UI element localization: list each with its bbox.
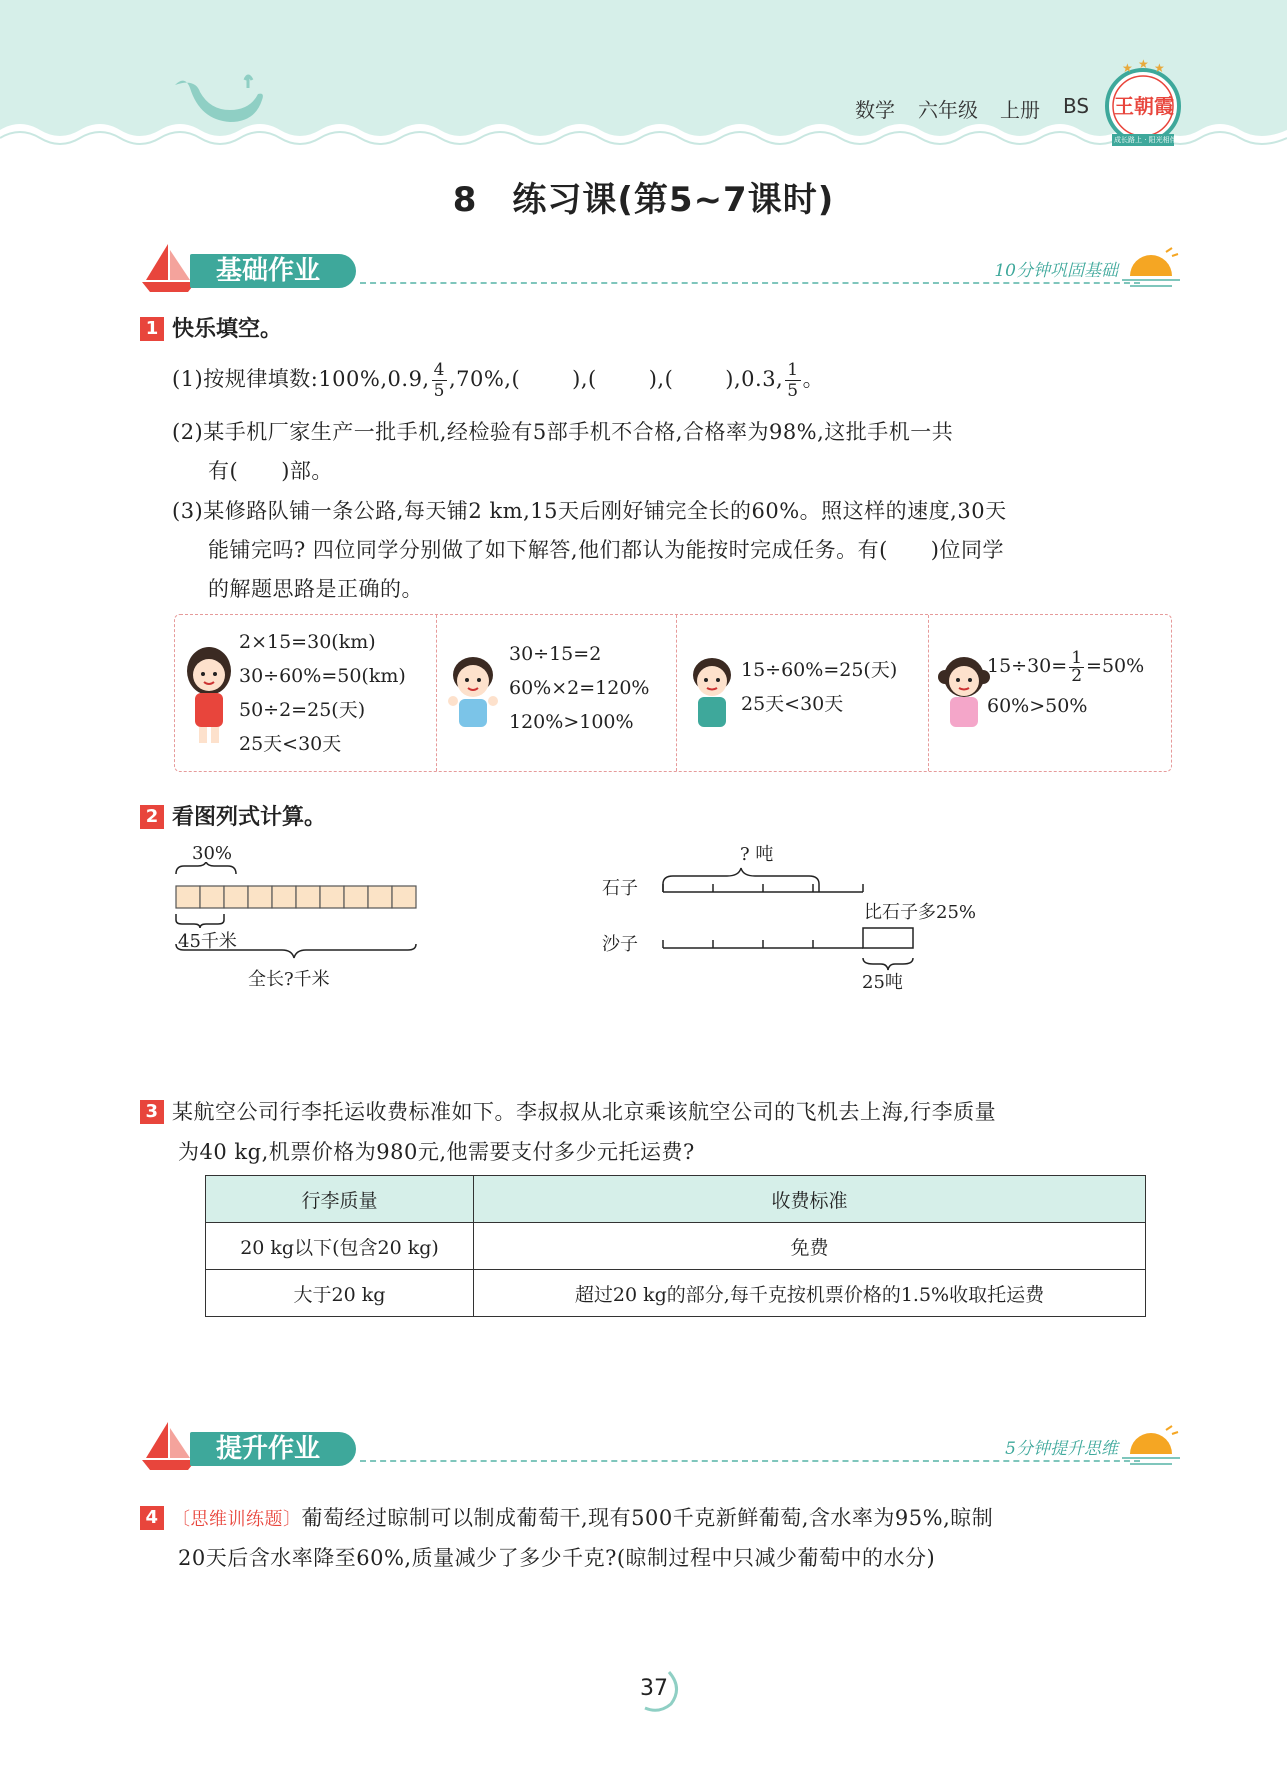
q1-part2-line2: 有( )部。 <box>208 459 333 483</box>
boy-student-icon <box>447 653 499 733</box>
table-cell: 20 kg以下(包含20 kg) <box>206 1223 474 1270</box>
diagram-right-top-label: ? 吨 <box>740 844 774 865</box>
stone-top-brace <box>663 868 819 892</box>
q1-part1-sep: ),( <box>648 367 674 391</box>
q1-part1-mid: ,70%,( <box>448 367 521 391</box>
section-tip-basic: 10分钟巩固基础 <box>994 261 1118 281</box>
extra-segment <box>863 928 913 948</box>
solution-line: 60%>50% <box>987 694 1088 717</box>
svg-text:★: ★ <box>1138 58 1149 71</box>
q4-line2: 20天后含水率降至60%,质量减少了多少千克?(晾制过程中只减少葡萄中的水分) <box>178 1546 936 1570</box>
bar-segment <box>272 886 296 908</box>
solution-4-lines <box>987 649 1144 723</box>
thinking-training-tag: 〔思维训练题〕 <box>172 1509 302 1530</box>
q4-text: 葡萄经过晾制可以制成葡萄干,现有500千克新鲜葡萄,含水率为95%,晾制 <box>301 1506 994 1530</box>
section-divider <box>360 1460 1140 1462</box>
section-tip-advanced: 5分钟提升思维 <box>1005 1439 1118 1459</box>
top-brace <box>176 862 236 874</box>
sun-icon <box>1122 246 1180 292</box>
fraction-numerator: 1 <box>787 360 799 380</box>
solution-text: 15÷30= <box>987 655 1068 677</box>
boy-student-icon <box>687 653 737 733</box>
table-header: 行李质量 <box>206 1176 474 1223</box>
sun-icon <box>1122 1424 1180 1470</box>
edition-label: BS <box>1063 94 1090 118</box>
solution-line: 30÷15=2 <box>509 643 602 665</box>
fraction-numerator: 1 <box>1071 647 1083 668</box>
solution-line: 120%>100% <box>509 711 634 733</box>
q3-line2: 为40 kg,机票价格为980元,他需要支付多少元托运费? <box>178 1140 695 1164</box>
diagram-left-top-label: 30% <box>192 843 233 864</box>
table-cell: 免费 <box>474 1223 1146 1270</box>
bar-segment <box>320 886 344 908</box>
table-cell: 大于20 kg <box>206 1270 474 1317</box>
diagram-row-stone: 石子 <box>602 878 638 899</box>
q1-part1-end: 。 <box>802 367 825 391</box>
table-header-row <box>206 1176 1146 1223</box>
question-2-heading <box>140 800 326 831</box>
bar-segment <box>296 886 320 908</box>
bar-segment <box>176 886 200 908</box>
question-1-title: 快乐填空。 <box>172 317 283 342</box>
subject-label: 数学 <box>855 98 895 122</box>
bar-segment <box>344 886 368 908</box>
question-1-heading <box>140 312 282 343</box>
page-title: 8 练习课(第5~7课时) <box>452 180 835 220</box>
diagram-right-compare-label: 比石子多25% <box>864 902 977 923</box>
fraction-denominator: 5 <box>787 381 799 401</box>
question-number: 1 <box>140 317 164 341</box>
diagram-row-sand: 沙子 <box>602 934 638 955</box>
diagram-left-total-label: 全长?千米 <box>248 969 330 990</box>
solution-line: 60%×2=120% <box>509 677 650 699</box>
q1-part2-line1: (2)某手机厂家生产一批手机,经检验有5部手机不合格,合格率为98%,这批手机一共 <box>172 420 954 444</box>
page-number: 37 <box>640 1676 668 1701</box>
question-number: 4 <box>140 1506 164 1530</box>
solution-card-2 <box>437 615 677 771</box>
section-banner-advanced <box>140 1418 1180 1478</box>
bar-segment <box>392 886 416 908</box>
svg-text:★: ★ <box>1154 61 1165 75</box>
fraction-denominator: 2 <box>1071 665 1083 686</box>
q1-part3-line1: (3)某修路队铺一条公路,每天铺2 km,15天后刚好铺完全长的60%。照这样的速度,30天 <box>172 499 1007 523</box>
solution-card-3 <box>677 615 929 771</box>
fraction <box>1069 647 1084 686</box>
solution-line: 30÷60%=50(km) <box>239 665 406 687</box>
bar-segment <box>200 886 224 908</box>
grade-label: 六年级 <box>918 98 978 122</box>
solution-line: 25天<30天 <box>239 733 342 755</box>
solution-2-lines <box>509 637 649 739</box>
section-label-advanced: 提升作业 <box>190 1432 356 1466</box>
student-solutions <box>174 614 1172 772</box>
section-banner-basic <box>140 240 1180 300</box>
solution-line <box>987 649 1144 685</box>
girl-student-icon <box>937 653 991 737</box>
section-label-basic: 基础作业 <box>190 254 356 288</box>
bar-segment <box>248 886 272 908</box>
brand-name: 王朝霞 <box>1114 94 1174 118</box>
q1-part1-text: (1)按规律填数:100%,0.9, <box>172 367 430 391</box>
q1-part3-line2: 能铺完吗? 四位同学分别做了如下解答,他们都认为能按时完成任务。有( )位同学 <box>208 538 1004 562</box>
diagram-left-bottom-label: 45千米 <box>178 931 237 952</box>
girl-student-icon <box>183 645 235 745</box>
solution-3-lines <box>741 653 897 721</box>
svg-text:★: ★ <box>1122 61 1133 75</box>
line-segment-diagram <box>655 862 925 972</box>
q4-line1 <box>140 1502 993 1532</box>
q1-part1-sep: ),( <box>572 367 597 391</box>
bar-segments <box>176 886 416 908</box>
question-number: 2 <box>140 805 164 829</box>
solution-line: 2×15=30(km) <box>239 631 376 653</box>
q1-part1 <box>172 360 824 401</box>
solution-line: 50÷2=25(天) <box>239 699 366 721</box>
solution-card-4 <box>929 615 1171 771</box>
fee-table <box>205 1175 1146 1317</box>
fraction-denominator: 5 <box>433 381 445 401</box>
table-cell: 超过20 kg的部分,每千克按机票价格的1.5%收取托运费 <box>474 1270 1146 1317</box>
table-row <box>206 1223 1146 1270</box>
page-header <box>0 0 1287 150</box>
table-header: 收费标准 <box>474 1176 1146 1223</box>
q1-part1-sep: ),0.3, <box>725 367 784 391</box>
volume-label: 上册 <box>1000 98 1040 122</box>
q1-part3-line3: 的解题思路是正确的。 <box>208 577 423 601</box>
fraction <box>785 360 800 401</box>
fraction-numerator: 4 <box>433 360 445 380</box>
brand-sub: 成长路上 · 阳光相伴 <box>1114 136 1177 144</box>
solution-line: 25天<30天 <box>741 693 844 715</box>
q3-text: 某航空公司行李托运收费标准如下。李叔叔从北京乘该航空公司的飞机去上海,行李质量 <box>172 1100 997 1124</box>
fraction <box>432 360 447 401</box>
question-number: 3 <box>140 1100 164 1124</box>
solution-1-lines <box>239 625 406 761</box>
solution-card-1 <box>175 615 437 771</box>
wave-decoration <box>0 110 1287 150</box>
question-2-title: 看图列式计算。 <box>172 805 327 830</box>
bottom-brace <box>176 914 224 928</box>
q3-line1 <box>140 1096 996 1126</box>
brand-seal <box>1102 58 1184 150</box>
bar-segment <box>224 886 248 908</box>
solution-line: 15÷60%=25(天) <box>741 659 898 681</box>
sand-bottom-brace <box>863 958 913 970</box>
solution-text: =50% <box>1086 655 1145 677</box>
section-divider <box>360 282 1140 284</box>
bar-segment <box>368 886 392 908</box>
diagram-right-bottom-label: 25吨 <box>862 972 903 993</box>
table-row <box>206 1270 1146 1317</box>
